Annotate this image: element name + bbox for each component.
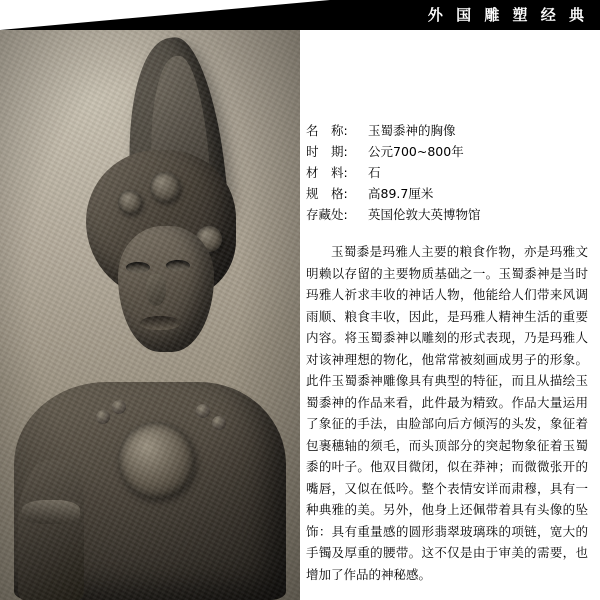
spec-label: 存藏处: — [306, 207, 348, 222]
spec-row-size — [306, 183, 588, 204]
description-column — [306, 120, 588, 585]
spec-value: 英国伦敦大英博物馆 — [368, 207, 481, 222]
spec-value: 高89.7厘米 — [368, 186, 434, 201]
description-body — [306, 241, 588, 585]
header-banner — [0, 0, 600, 30]
spec-value: 玉蜀黍神的胸像 — [368, 123, 456, 138]
spec-row-material — [306, 162, 588, 183]
spec-label: 规 格: — [306, 186, 348, 201]
spec-row-name — [306, 120, 588, 141]
spec-row-period — [306, 141, 588, 162]
description-paragraph: 玉蜀黍是玛雅人主要的粮食作物，亦是玛雅文明赖以存留的主要物质基础之一。玉蜀黍神是当时玛雅人祈求丰收的神话人物，他能给人们带来风调雨顺、粮食丰收，因此，是玛雅人精神生活的重要内容。将玉蜀黍神以雕刻的形式表现，乃是玛雅人对该神理想的物化，他常常被刻画成男子的形象。此件玉蜀黍神雕像具有典型的特征，而且从描绘玉蜀黍神的作品来看，此件最为精致。作品大量运用了象征的手法，由脸部向后方倾泻的头发，象征着包裹穗轴的须毛，而头顶部分的突起物象征着玉蜀黍的叶子。他双目微闭，似在莽神；而微微张开的嘴唇，又似在低吟。整个表情安详而肃穆，具有一种典雅的美。另外，他身上还佩带着具有头像的坠饰：具有重量感的圆形翡翠玻璃珠的项链，宽大的手镯及厚重的腰带。这不仅是由于审美的需要，也增加了作品的神秘感。 — [306, 244, 588, 582]
photo-vignette-overlay — [0, 30, 300, 600]
spec-label: 时 期: — [306, 144, 348, 159]
spec-row-collection — [306, 204, 588, 225]
banner-diagonal-cut — [0, 0, 330, 30]
specification-list — [306, 120, 588, 225]
sculpture-photo — [0, 30, 300, 600]
spec-value: 石 — [368, 165, 381, 180]
page-title: 外 国 雕 塑 经 典 — [427, 6, 588, 24]
spec-label: 名 称: — [306, 123, 348, 138]
spec-value: 公元700~800年 — [368, 144, 464, 159]
spec-label: 材 料: — [306, 165, 348, 180]
